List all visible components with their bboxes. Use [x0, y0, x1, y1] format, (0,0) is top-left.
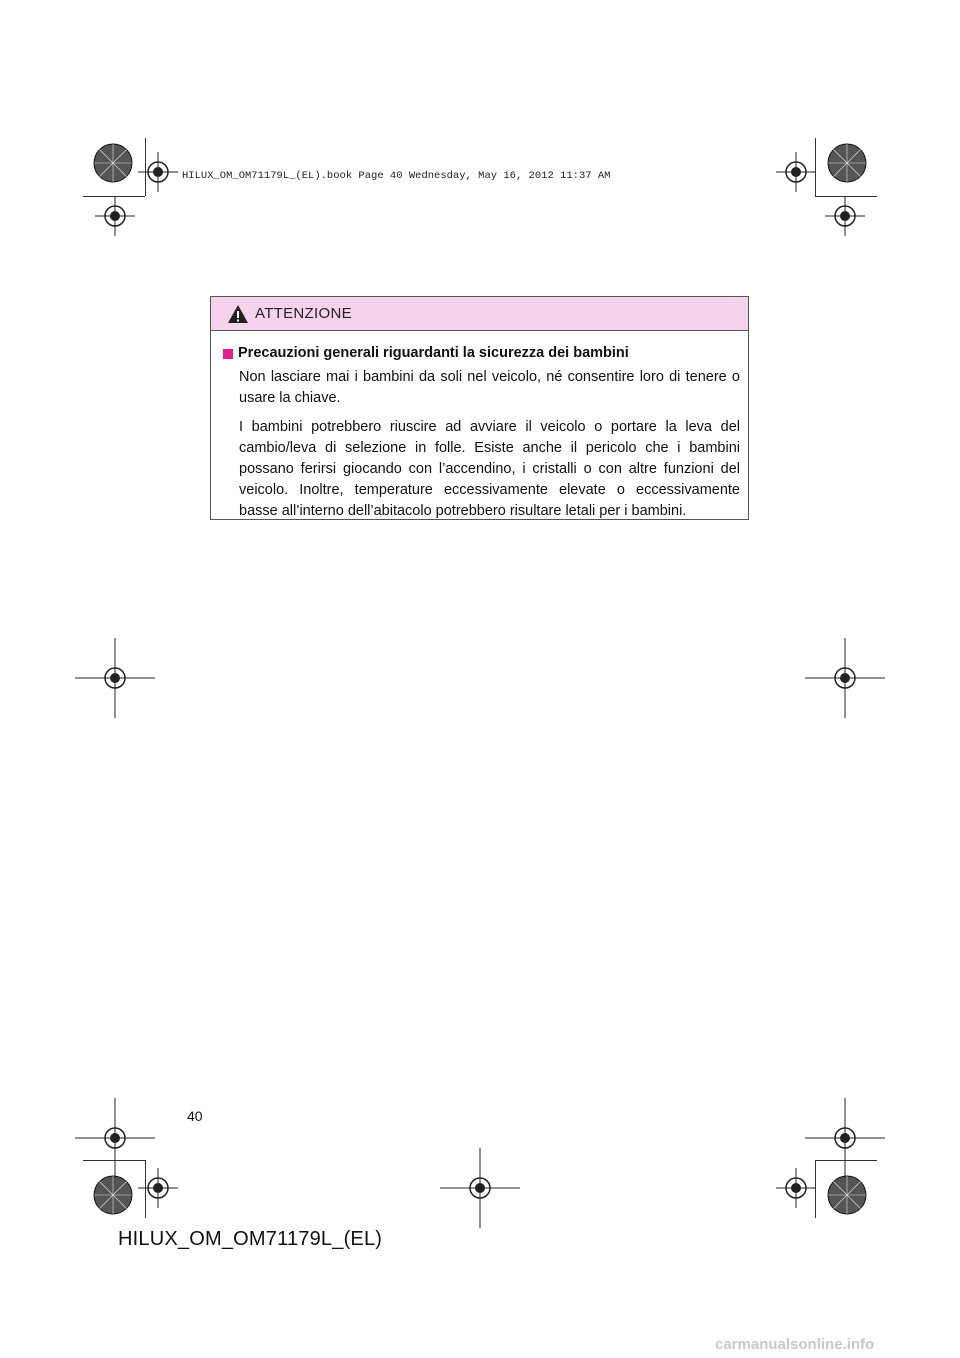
- crosshair-mark-icon: [138, 1168, 178, 1208]
- warning-paragraph: Non lasciare mai i bambini da soli nel veicolo, né consentire loro di tenere o usare la chiave.: [239, 369, 740, 406]
- crosshair-mark-icon: [825, 196, 865, 236]
- page-number: 40: [187, 1108, 203, 1124]
- crosshair-mark-icon: [95, 196, 135, 236]
- crosshair-mark-icon: [138, 152, 178, 192]
- registration-target-icon: [92, 1174, 134, 1216]
- registration-target-icon: [826, 142, 868, 184]
- crosshair-mark-icon: [75, 1098, 155, 1178]
- section-title-text: Precauzioni generali riguardanti la sicurezza dei bambini: [238, 345, 629, 361]
- crosshair-mark-icon: [440, 1148, 520, 1228]
- crosshair-mark-icon: [776, 152, 816, 192]
- warning-body: [211, 331, 748, 522]
- warning-title: ATTENZIONE: [255, 305, 352, 322]
- warning-box: [210, 296, 749, 520]
- section-title: [223, 343, 740, 364]
- crosshair-mark-icon: [805, 1098, 885, 1178]
- footer-document-code: HILUX_OM_OM71179L_(EL): [118, 1228, 383, 1250]
- registration-target-icon: [92, 142, 134, 184]
- warning-header: [211, 297, 748, 331]
- crosshair-mark-icon: [805, 638, 885, 718]
- crosshair-mark-icon: [75, 638, 155, 718]
- watermark: carmanualsonline.info: [715, 1336, 875, 1353]
- warning-triangle-icon: [227, 304, 249, 324]
- crosshair-mark-icon: [776, 1168, 816, 1208]
- square-bullet-icon: [223, 349, 233, 359]
- registration-target-icon: [826, 1174, 868, 1216]
- warning-paragraph: I bambini potrebbero riuscire ad avviare il veicolo o portare la leva del cambio/leva di selezione in folle. Esiste anche il pericolo che i bambini possano ferirsi giocando con l’accendino, i cristalli o con altre funzioni del veicolo. Inoltre, temperature eccessivamente elevate o eccessivamente basse all’interno dell’abitacolo potrebbero risultare letali per i bambini.: [239, 419, 740, 519]
- print-file-info: HILUX_OM_OM71179L_(EL).book Page 40 Wednesday, May 16, 2012 11:37 AM: [182, 170, 611, 182]
